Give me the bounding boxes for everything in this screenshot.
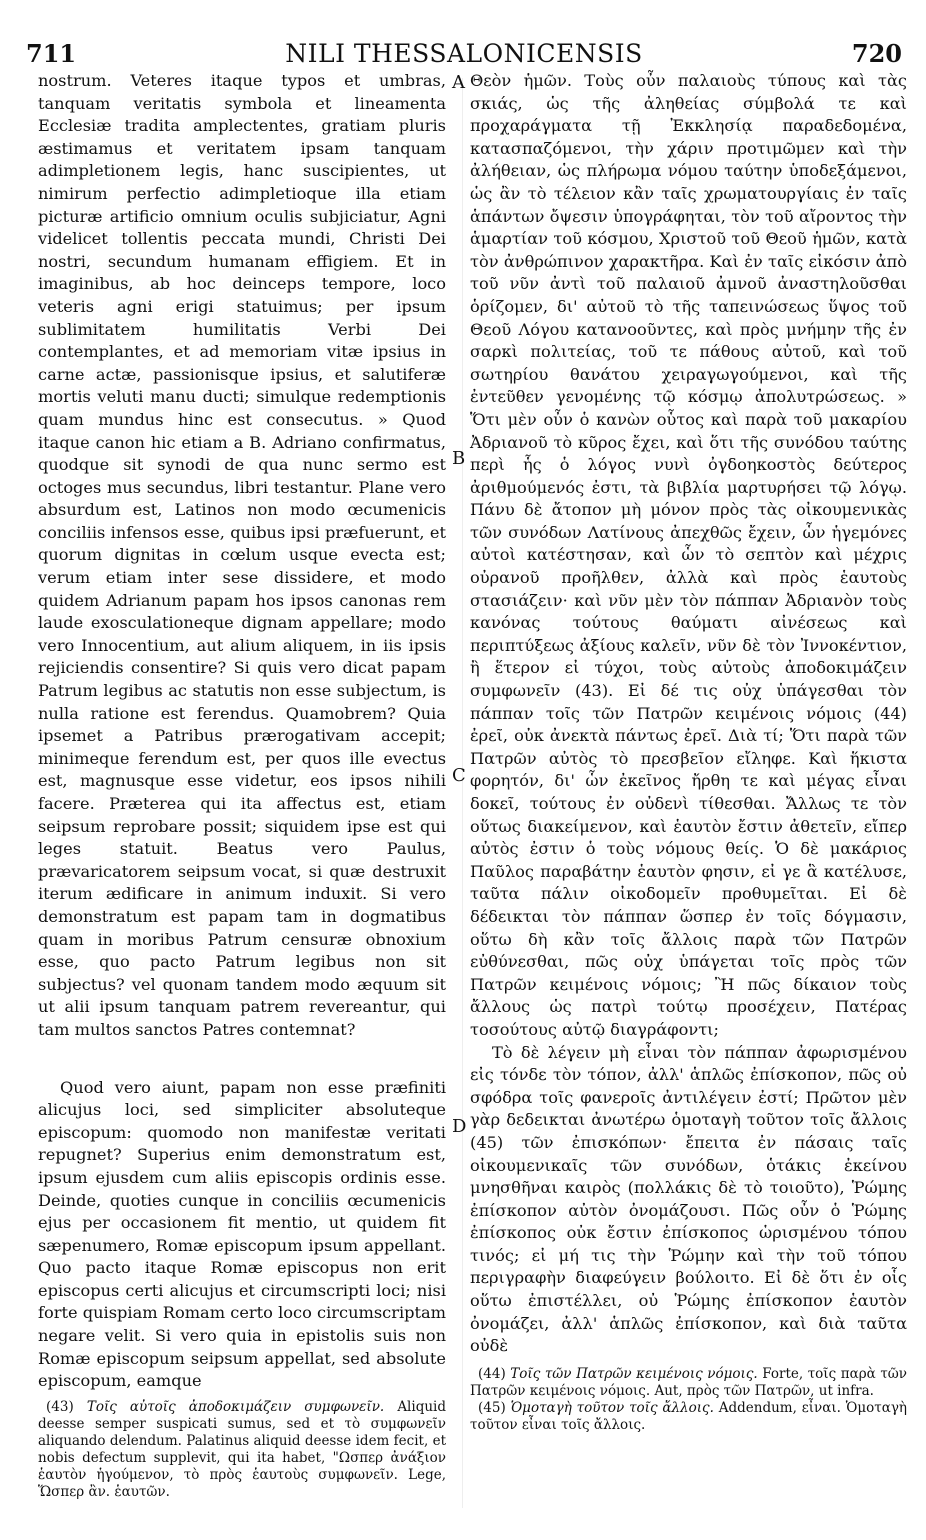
greek-paragraph-1: Θεὸν ἡμῶν. Τοὺς οὖν παλαιοὺς τύπους καὶ τὰς σκιάς, ὡς τῆς ἀληθείας σύμβολά τε καὶ προχαράγματα τῇ Ἐκκλησίᾳ παραδεδομένα, κατασπαζόμενοι, τὴν χάριν προτιμῶμεν καὶ τὴν ἀλήθειαν, ὡς πλήρωμα νόμου ταύτην ὑποδεξάμενοι, ὡς ἂν τὸ τέλειον κἂν ταῖς χρωματουργίαις ἐν ταῖς ἁπάντων ὄψεσιν ὑπογράφηται, τὸν τοῦ αἴροντος τὴν ἁμαρτίαν τοῦ κόσμου, Χριστοῦ τοῦ Θεοῦ ἡμῶν, κατὰ τὸν ἀνθρώπινον χαρακτῆρα. Καὶ ἐν ταῖς εἰκόσιν ἀπὸ τοῦ νῦν ἀντὶ τοῦ παλαιοῦ ἀμνοῦ ἀναστηλοῦσθαι ὁρίζομεν, δι' αὐτοῦ τὸ τῆς ταπεινώσεως ὕψος τοῦ Θεοῦ Λόγου κατανοοῦντες, καὶ πρὸς μνήμην τῆς ἐν σαρκὶ πολιτείας, τοῦ τε πάθους αὐτοῦ, καὶ τοῦ σωτηρίου θανάτου χειραγωγούμενοι, καὶ τῆς ἐντεῦθεν γενομένης τῷ κόσμῳ ἀπολυτρώσεως. » Ὅτι μὲν οὖν ὁ κανὼν οὗτος καὶ παρὰ τοῦ μακαρίου Ἀδριανοῦ τὸ κῦρος ἔχει, καὶ ὅτι τῆς συνόδου ταύτης περὶ ἧς ὁ λόγος νυνὶ ὀγδοηκοστὸς δεύτερος ἀριθμούμενός ἐστι, τὰ βιβλία μαρτυρήσει τῷ λόγῳ. Πάνυ δὲ ἄτοπον μὴ μόνον πρὸς τὰς οἰκουμενικὰς τῶν συνόδων Λατίνους ἀπεχθῶς ἔχειν, ὧν ἡγεμόνες αὐτοὶ κατέστησαν, καὶ ὧν τὸ σεπτὸν καὶ μέχρις οὐρανοῦ προῆλθεν, ἀλλὰ καὶ πρὸς ἑαυτοὺς στασιάζειν· καὶ νῦν μὲν τὸν πάππαν Ἀδριανὸν τοὺς κανόνας τούτους θαύματι αἰνέσεως καὶ περιπτύξεως ἀξίους καλεῖν, νῦν δὲ τὸν Ἰννοκέντιον, ἢ ἕτερον εἰ τύχοι, τοὺς αὐτοὺς ἀποδοκιμάζειν συμφωνεῖν (43). Εἰ δέ τις οὐχ ὑπάγεσθαι τὸν πάππαν τοῖς τῶν Πατρῶν κειμένοις νόμοις (44) ἐρεῖ, οὐκ ἀνεκτὰ πάντως ἐρεῖ. Διὰ τί; Ὅτι παρὰ τῶν Πατρῶν αὐτὸς τὸ πρεσβεῖον εἴληφε. Καὶ ἥκιστα φορητόν, δι' ὧν ἐκεῖνος ἤρθη τε καὶ μέγας εἶναι δοκεῖ, τούτους ἐν οὐδενὶ τίθεσθαι. Ἄλλως τε τὸν οὕτως διακείμενον, καὶ ἑαυτὸν ἔστιν ἀθετεῖν, εἴπερ αὐτὸς ἐστιν ὁ τοὺς νόμους θείς. Ὁ δὲ μακάριος Παῦλος παραβάτην ἑαυτὸν φησιν, εἰ γε ἃ κατέλυσε, ταῦτα πάλιν οἰκοδομεῖν προθυμεῖται. Εἰ δὲ δέδεικται τὸν πάππαν ὥσπερ ἐν τοῖς δόγμασιν, οὕτω δὴ κἂν τοῖς ἄλλοις παρὰ τῶν Πατρῶν εὐθύνεσθαι, πῶς οὐχ ὑπάγεται τοῖς πρὸς τῶν Πατρῶν κειμένοις νόμοις; Ἢ πῶς δίκαιον τοὺς ἄλλους ὡς πατρὶ τούτῳ προσέχειν, Πατέρας τοσούτους αὐτῷ διαγράφοντι; (470, 71, 907, 1039)
footnote-43-lemma: Τοῖς αὐτοῖς ἀποδοκιμάζειν συμφωνεῖν. (86, 1398, 385, 1415)
latin-column (38, 70, 446, 1501)
page-header (26, 34, 902, 68)
greek-footnotes (470, 1366, 907, 1434)
footnote-45 (470, 1400, 907, 1434)
footnote-43-label: (43) (46, 1398, 74, 1415)
footnote-45-label: (45) (478, 1399, 506, 1416)
margin-marker-a: A (452, 72, 465, 93)
latin-paragraph-1: nostrum. Veteres itaque typos et umbras, tanquam veritatis symbola et lineamenta Ecclesiæ tradita amplectentes, gratiam pluris æstimamus et veritatem ipsam tanquam adimpletionem legis, hanc suscipientes, ut nimirum perfectio adimpletioque illa etiam picturæ artificio omnium oculis subjiciatur, Agni videlicet tollentis peccata mundi, Christi Dei nostri, secundum humanam effigiem. Et in imaginibus, ab hoc deinceps tempore, loco veteris agni erigi statuimus; per ipsum sublimitatem humilitatis Verbi Dei contemplantes, et ad memoriam vitæ ipsius in carne actæ, passionisque ipsius, et salutiferæ mortis veluti manu ducti; simulque redemptionis quam mundus hinc est consecutus. » Quod itaque canon hic etiam a B. Adriano confirmatus, quodque sit synodi de qua nunc sermo est octoges mus secundus, libri testantur. Plane vero absurdum est, Latinos non modo œcumenicis conciliis infensos esse, quibus ipsi præfuerunt, et quorum dignitas in cœlum usque evecta est; verum etiam inter sese dissidere, et modo quidem Adrianum papam hos ipsos canonas rem laude exosculationeque dignam appellare; modo vero Innocentium, aut alium aliquem, in iis ipsis rejiciendis consentire? Si quis vero dicat papam Patrum legibus ac statutis non esse subjectum, is nulla ratione est ferendus. Quamobrem? Quia ipsemet a Patribus prærogativam accepit; minimeque ferendum est, per quos ille evectus est, magnusque esse videtur, eos ipsos nihili facere. Præterea qui ita affectus est, etiam seipsum reprobare possit; siquidem ipse est qui leges statuit. Beatus vero Paulus, prævaricatorem seipsum vocat, si quæ destruxit iterum ædificare in animum induxit. Si vero demonstratum est papam tam in dogmatibus quam in moribus Patrum censuræ obnoxium esse, quo pacto Patrum legibus non sit subjectus? vel quonam tandem modo æquum sit ut alii ipsum tanquam patrem revereantur, qui tam multos sanctos Patres contemnat? (38, 71, 446, 1039)
page-number-left: 711 (26, 39, 77, 68)
footnote-44 (470, 1366, 907, 1400)
greek-paragraph-2: Τὸ δὲ λέγειν μὴ εἶναι τὸν πάππαν ἀφωρισμένου εἰς τόνδε τὸν τόπον, ἀλλ' ἁπλῶς ἐπίσκοπον, πῶς οὐ σφόδρα τοῖς φανεροῖς ἀντιλέγειν ἐστί; Πρῶτον μὲν γὰρ δεδεικται ἀνωτέρω ὁμοταγὴ τοῦτον τοῖς ἄλλοις (45) τῶν ἐπισκόπων· ἔπειτα ἐν πάσαις ταῖς οἰκουμενικαῖς τῶν συνόδων, ὁτάκις ἐκείνου μνησθῆναι καιρὸς (πολλάκις δὲ τὸ τοιοῦτο), Ῥώμης ἐπίσκοπον αὐτὸν ὀνομάζουσι. Πῶς οὖν ὁ Ῥώμης ἐπίσκοπος οὐκ ἔστιν ἐπίσκοπος ὡρισμένου τόπου τινός; εἰ μή τις τὴν Ῥώμην καὶ τὴν τοῦ τόπου περιγραφὴν διαφεύγειν βούλοιτο. Εἰ δὲ ὅτι ἐν οἷς οὕτω ἐπιστέλλει, οὐ Ῥώμης ἐπίσκοπον ἑαυτὸν ὀνομάζει, ἀλλ' ἁπλῶς ἐπίσκοπον, καὶ διὰ ταῦτα οὐδὲ (470, 1042, 907, 1356)
column-divider (462, 78, 463, 1508)
footnote-44-lemma: Τοῖς τῶν Πατρῶν κειμένοις νόμοις. (510, 1365, 758, 1382)
greek-column (470, 70, 907, 1434)
footnote-43 (38, 1399, 446, 1501)
page-number-right: 720 (851, 39, 902, 68)
footnote-45-text: Addendum, εἶναι. Ὁμοταγὴ τοῦτον εἶναι τοῖς ἄλλοις. (470, 1399, 907, 1433)
margin-marker-c: C (452, 765, 466, 786)
margin-marker-b: B (452, 448, 466, 469)
margin-marker-d: D (452, 1116, 467, 1137)
footnote-43-text: Aliquid deesse semper suspicati sumus, sed et τὸ συμφωνεῖν aliquando delendum. Palatinus aliquid deesse idem fecit, et nobis defectum supplevit, qui ita habet, "Ωσπερ ἀνάξιον ἑαυτὸν ἡγούμενον, τὸ πρὸς ἑαυτοὺς συμφωνεῖν. Lege, Ὥσπερ ἂν. ἑαυτῶν. (38, 1398, 446, 1500)
footnote-44-label: (44) (478, 1365, 506, 1382)
footnote-45-lemma: Ὁμοταγὴ τοῦτον τοῖς ἄλλοις. (510, 1399, 714, 1416)
latin-footnotes (38, 1399, 446, 1501)
running-title: NILI THESSALONICENSIS (285, 39, 643, 68)
footnote-44-text: Forte, τοῖς παρὰ τῶν Πατρῶν κειμένοις νόμοις. Aut, πρὸς τῶν Πατρῶν, ut infra. (470, 1365, 907, 1399)
latin-paragraph-2: Quod vero aiunt, papam non esse præfiniti alicujus loci, sed simpliciter absoluteque episcopum: quomodo non manifestæ veritati repugnet? Superius enim demonstratum est, ipsum ejusdem cum aliis episcopis ordinis esse. Deinde, quoties cunque in conciliis œcumenicis ejus per occasionem fit mentio, ut quidem fit sæpenumero, Romæ episcopum ipsum appellant. Quo pacto itaque Romæ episcopus non erit episcopus certi alicujus et circumscripti loci; nisi forte quispiam Romam certo loco circumscriptam negare velit. Si vero quia in epistolis suis non Romæ episcopum seipsum appellat, sed absolute episcopum, eamque (38, 1077, 446, 1391)
